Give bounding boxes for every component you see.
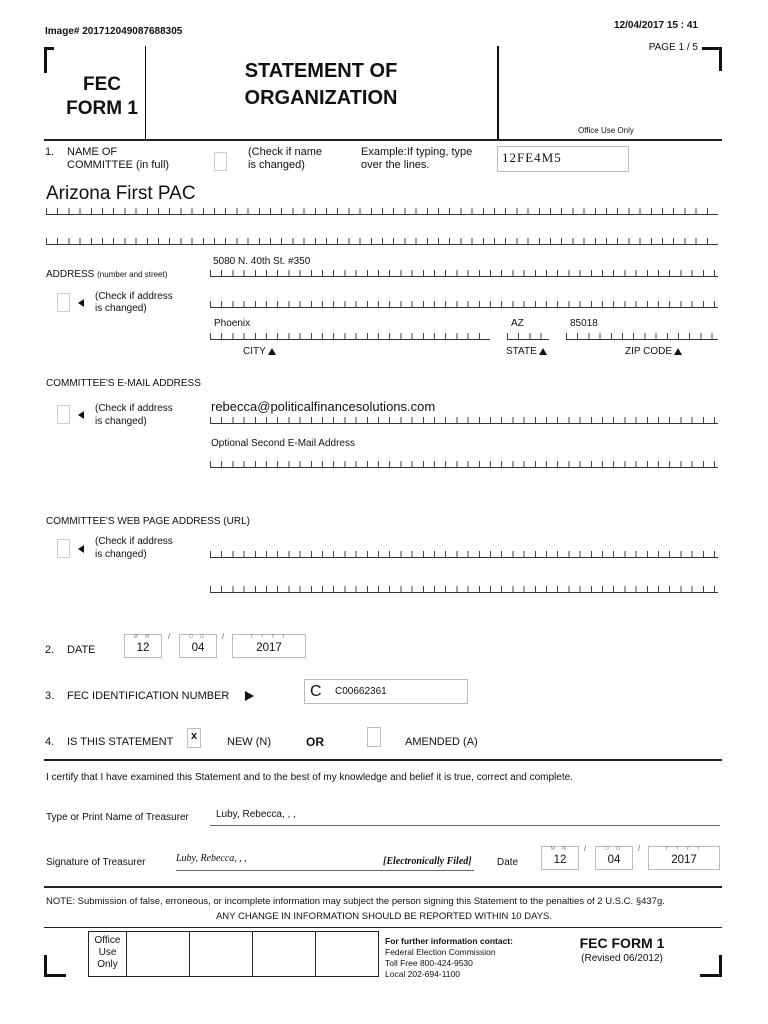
state-value[interactable]: AZ	[511, 318, 524, 329]
header-bottom-rule	[44, 139, 722, 141]
address-changed-label-2: is changed)	[95, 303, 147, 314]
email-label: COMMITTEE'S E-MAIL ADDRESS	[46, 378, 201, 389]
email-arrow-icon	[78, 411, 84, 419]
treasurer-name-value[interactable]: Luby, Rebecca, , ,	[216, 809, 296, 820]
city-label: CITY	[243, 346, 276, 357]
timestamp: 12/04/2017 15 : 41	[614, 20, 698, 31]
form-name-line2: FORM 1	[66, 98, 138, 119]
city-line	[210, 333, 490, 340]
corner-mark-bottom-right	[700, 955, 722, 977]
email-changed-label-1: (Check if address	[95, 403, 173, 414]
contact-line-2: Toll Free 800-424-9530	[385, 958, 473, 968]
office-use-box-3	[252, 931, 316, 977]
note-bottom-rule	[44, 927, 722, 928]
committee-name-label-1: NAME OF	[67, 146, 118, 158]
example-value: 12FE4M5	[502, 150, 562, 165]
state-arrow-icon	[539, 348, 547, 355]
email-changed-checkbox[interactable]	[57, 405, 70, 424]
name-changed-label-2: is changed)	[248, 159, 305, 171]
section2-number: 2.	[45, 644, 55, 656]
address-changed-checkbox[interactable]	[57, 293, 70, 312]
fec-id-box[interactable]	[304, 679, 468, 704]
treasurer-name-label: Type or Print Name of Treasurer	[46, 812, 189, 823]
office-use-cell: Office Use Only	[88, 931, 127, 977]
signature-line	[176, 870, 474, 871]
efiled-label: [Electronically Filed]	[383, 856, 472, 867]
city-value[interactable]: Phoenix	[214, 318, 251, 329]
header-divider-left	[145, 46, 146, 139]
corner-mark-bottom-left	[44, 955, 66, 977]
section3-number: 3.	[45, 690, 55, 702]
example-label-1: Example:If typing, type	[361, 146, 473, 158]
page-number: PAGE 1 / 5	[648, 42, 698, 53]
fec-id-arrow-icon	[245, 691, 254, 701]
name-changed-label-1: (Check if name	[248, 146, 322, 158]
fec-id-prefix: C	[310, 683, 322, 700]
corner-mark-top-right	[702, 47, 722, 71]
address-label: ADDRESS (number and street)	[46, 269, 168, 280]
committee-name-value[interactable]: Arizona First PAC	[46, 183, 196, 204]
committee-name-label-2: COMMITTEE (in full)	[67, 159, 170, 171]
cert-year-box[interactable]: Y Y Y Y 2017	[648, 846, 720, 870]
date-day-box[interactable]: D D 04	[179, 634, 217, 658]
email-changed-label-2: is changed)	[95, 416, 147, 427]
fec-id-value: C00662361	[335, 686, 387, 697]
image-id: Image# 201712049087688305	[45, 26, 183, 37]
header-divider-right	[497, 46, 499, 139]
cert-slash-1: /	[584, 844, 587, 853]
statement-type-label: IS THIS STATEMENT	[67, 736, 174, 748]
corner-mark-top-left	[44, 47, 54, 73]
date-year-box[interactable]: Y Y Y Y 2017	[232, 634, 306, 658]
street-value[interactable]: 5080 N. 40th St. #350	[213, 256, 311, 267]
name-changed-checkbox[interactable]	[214, 152, 227, 171]
footer-form-name: FEC FORM 1	[579, 935, 665, 951]
state-line	[507, 333, 549, 340]
or-label: OR	[306, 735, 324, 749]
address-changed-label-1: (Check if address	[95, 291, 173, 302]
signature-value: Luby, Rebecca, , ,	[176, 853, 247, 864]
certification-text: I certify that I have examined this Statement and to the best of my knowledge and belief it is true, correct and complete.	[46, 772, 573, 783]
signature-label: Signature of Treasurer	[46, 857, 146, 868]
email2-label: Optional Second E-Mail Address	[211, 438, 355, 449]
street-line-1	[210, 270, 718, 277]
date-year-value: 2017	[256, 642, 282, 654]
office-use-box-4	[315, 931, 379, 977]
amended-checkbox[interactable]	[367, 727, 381, 747]
contact-line-3: Local 202-694-1100	[385, 969, 460, 979]
cert-day-box[interactable]: D D 04	[595, 846, 633, 870]
date-slash-2: /	[222, 632, 225, 641]
cert-slash-2: /	[638, 844, 641, 853]
cert-year-value: 2017	[671, 854, 697, 866]
note-line-1: NOTE: Submission of false, erroneous, or incomplete information may subject the person signing this Statement to the penalties of 2 U.S.C. §437g.	[46, 896, 665, 907]
office-use-box-2	[189, 931, 253, 977]
zip-value[interactable]: 85018	[570, 318, 598, 329]
office-use-label: Office Use Only	[578, 126, 634, 135]
city-arrow-icon	[268, 348, 276, 355]
committee-name-line-1	[46, 208, 718, 215]
fec-id-label: FEC IDENTIFICATION NUMBER	[67, 690, 230, 702]
certification-bottom-rule	[44, 886, 722, 888]
section4-bottom-rule	[44, 759, 722, 761]
email-value[interactable]: rebecca@politicalfinancesolutions.com	[211, 399, 436, 414]
email2-line	[210, 461, 718, 468]
form-name-line1: FEC	[83, 74, 121, 95]
url-line-2	[210, 586, 718, 593]
committee-name-line-2	[46, 238, 718, 245]
url-arrow-icon	[78, 545, 84, 553]
amended-label: AMENDED (A)	[405, 736, 478, 748]
zip-line	[566, 333, 718, 340]
state-label: STATE	[506, 346, 547, 357]
cert-date-label: Date	[497, 857, 519, 868]
form-title-line2: ORGANIZATION	[244, 87, 398, 109]
cert-month-value: 12	[553, 854, 567, 866]
date-day-value: 04	[191, 642, 205, 654]
new-label: NEW (N)	[227, 736, 271, 748]
url-changed-label-2: is changed)	[95, 549, 147, 560]
contact-title: For further information contact:	[385, 936, 513, 946]
date-month-value: 12	[136, 642, 150, 654]
note-line-2: ANY CHANGE IN INFORMATION SHOULD BE REPORTED WITHIN 10 DAYS.	[215, 911, 553, 922]
example-label-2: over the lines.	[361, 159, 430, 171]
date-label: DATE	[67, 644, 96, 656]
footer-revised: (Revised 06/2012)	[581, 953, 663, 964]
office-use-box-1	[126, 931, 190, 977]
email-line	[210, 417, 718, 424]
url-changed-label-1: (Check if address	[95, 536, 173, 547]
contact-line-1: Federal Election Commission	[385, 947, 496, 957]
zip-label: ZIP CODE	[625, 346, 682, 357]
cert-day-value: 04	[607, 854, 621, 866]
treasurer-name-line	[210, 825, 720, 826]
new-checkbox[interactable]: x	[187, 728, 201, 748]
street-line-2	[210, 301, 718, 308]
date-month-box[interactable]: M M 12	[124, 634, 162, 658]
form-title-line1: STATEMENT OF	[244, 60, 398, 82]
cert-month-box[interactable]: M M 12	[541, 846, 579, 870]
url-changed-checkbox[interactable]	[57, 539, 70, 558]
zip-arrow-icon	[674, 348, 682, 355]
example-box	[497, 146, 629, 172]
section4-number: 4.	[45, 736, 55, 748]
section1-number: 1.	[45, 146, 55, 158]
url-line-1	[210, 551, 718, 558]
address-arrow-icon	[78, 299, 84, 307]
date-slash-1: /	[168, 632, 171, 641]
url-label: COMMITTEE'S WEB PAGE ADDRESS (URL)	[46, 516, 250, 527]
